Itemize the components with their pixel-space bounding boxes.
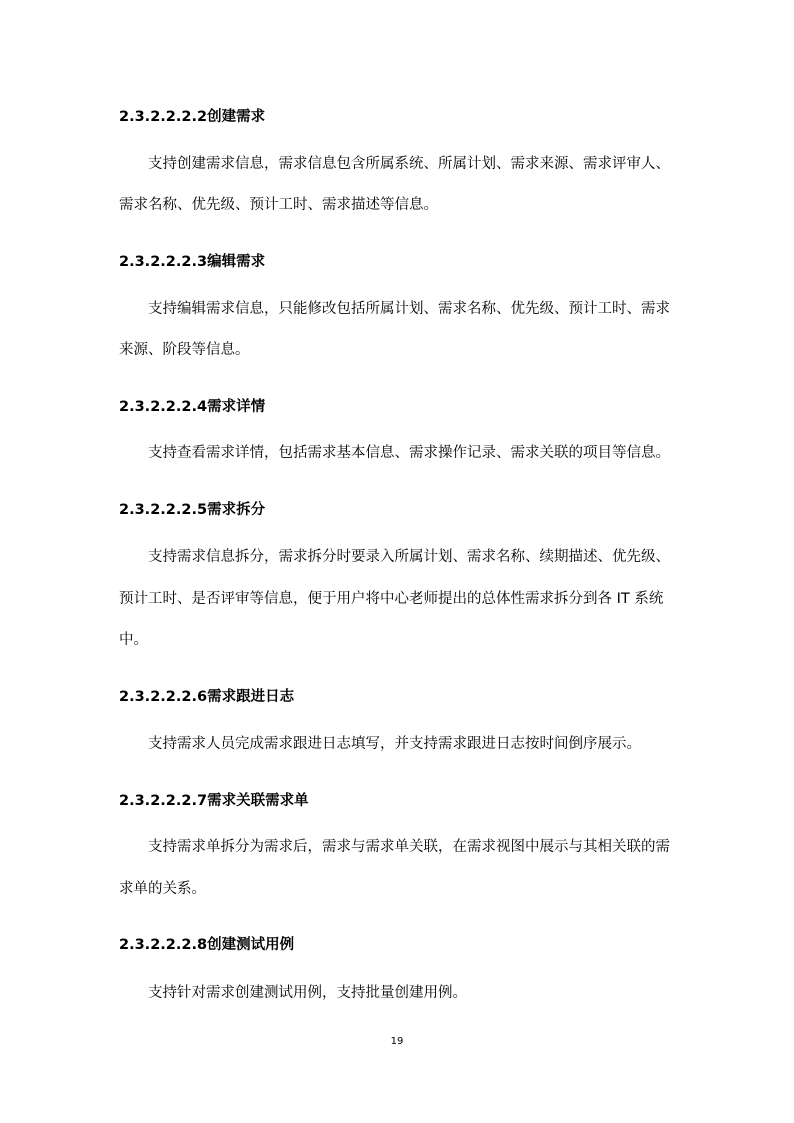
section-heading-follow-up-log: 2.3.2.2.2.6需求跟进日志: [119, 689, 295, 705]
page-number: 19: [390, 1036, 404, 1047]
paragraph-line: 支持编辑需求信息，只能修改包括所属计划、需求名称、优先级、预计工时、需求: [148, 301, 670, 317]
paragraph-line: 预计工时、是否评审等信息，便于用户将中心老师提出的总体性需求拆分到各 IT 系统: [119, 591, 664, 607]
section-heading-create-test-case: 2.3.2.2.2.8创建测试用例: [119, 937, 295, 953]
paragraph-line: 支持需求单拆分为需求后，需求与需求单关联，在需求视图中展示与其相关联的需: [148, 839, 670, 855]
paragraph-line: 支持需求人员完成需求跟进日志填写，并支持需求跟进日志按时间倒序展示。: [148, 736, 641, 752]
section-heading-requirement-detail: 2.3.2.2.2.4需求详情: [119, 399, 266, 415]
paragraph-line: 支持针对需求创建测试用例，支持批量创建用例。: [148, 985, 467, 1001]
paragraph-line: 支持查看需求详情，包括需求基本信息、需求操作记录、需求关联的项目等信息。: [148, 445, 670, 461]
paragraph-line: 支持需求信息拆分，需求拆分时要录入所属计划、需求名称、续期描述、优先级、: [148, 549, 670, 565]
paragraph-line: 中。: [119, 632, 148, 648]
section-heading-create-requirement: 2.3.2.2.2.2创建需求: [119, 109, 266, 125]
section-heading-link-requirement-order: 2.3.2.2.2.7需求关联需求单: [119, 793, 309, 809]
section-heading-edit-requirement: 2.3.2.2.2.3编辑需求: [119, 254, 266, 270]
section-heading-requirement-split: 2.3.2.2.2.5需求拆分: [119, 502, 266, 518]
paragraph-line: 需求名称、优先级、预计工时、需求描述等信息。: [119, 197, 438, 213]
paragraph-line: 支持创建需求信息，需求信息包含所属系统、所属计划、需求来源、需求评审人、: [148, 156, 670, 172]
paragraph-line: 来源、阶段等信息。: [119, 342, 250, 358]
paragraph-line: 求单的关系。: [119, 881, 206, 897]
